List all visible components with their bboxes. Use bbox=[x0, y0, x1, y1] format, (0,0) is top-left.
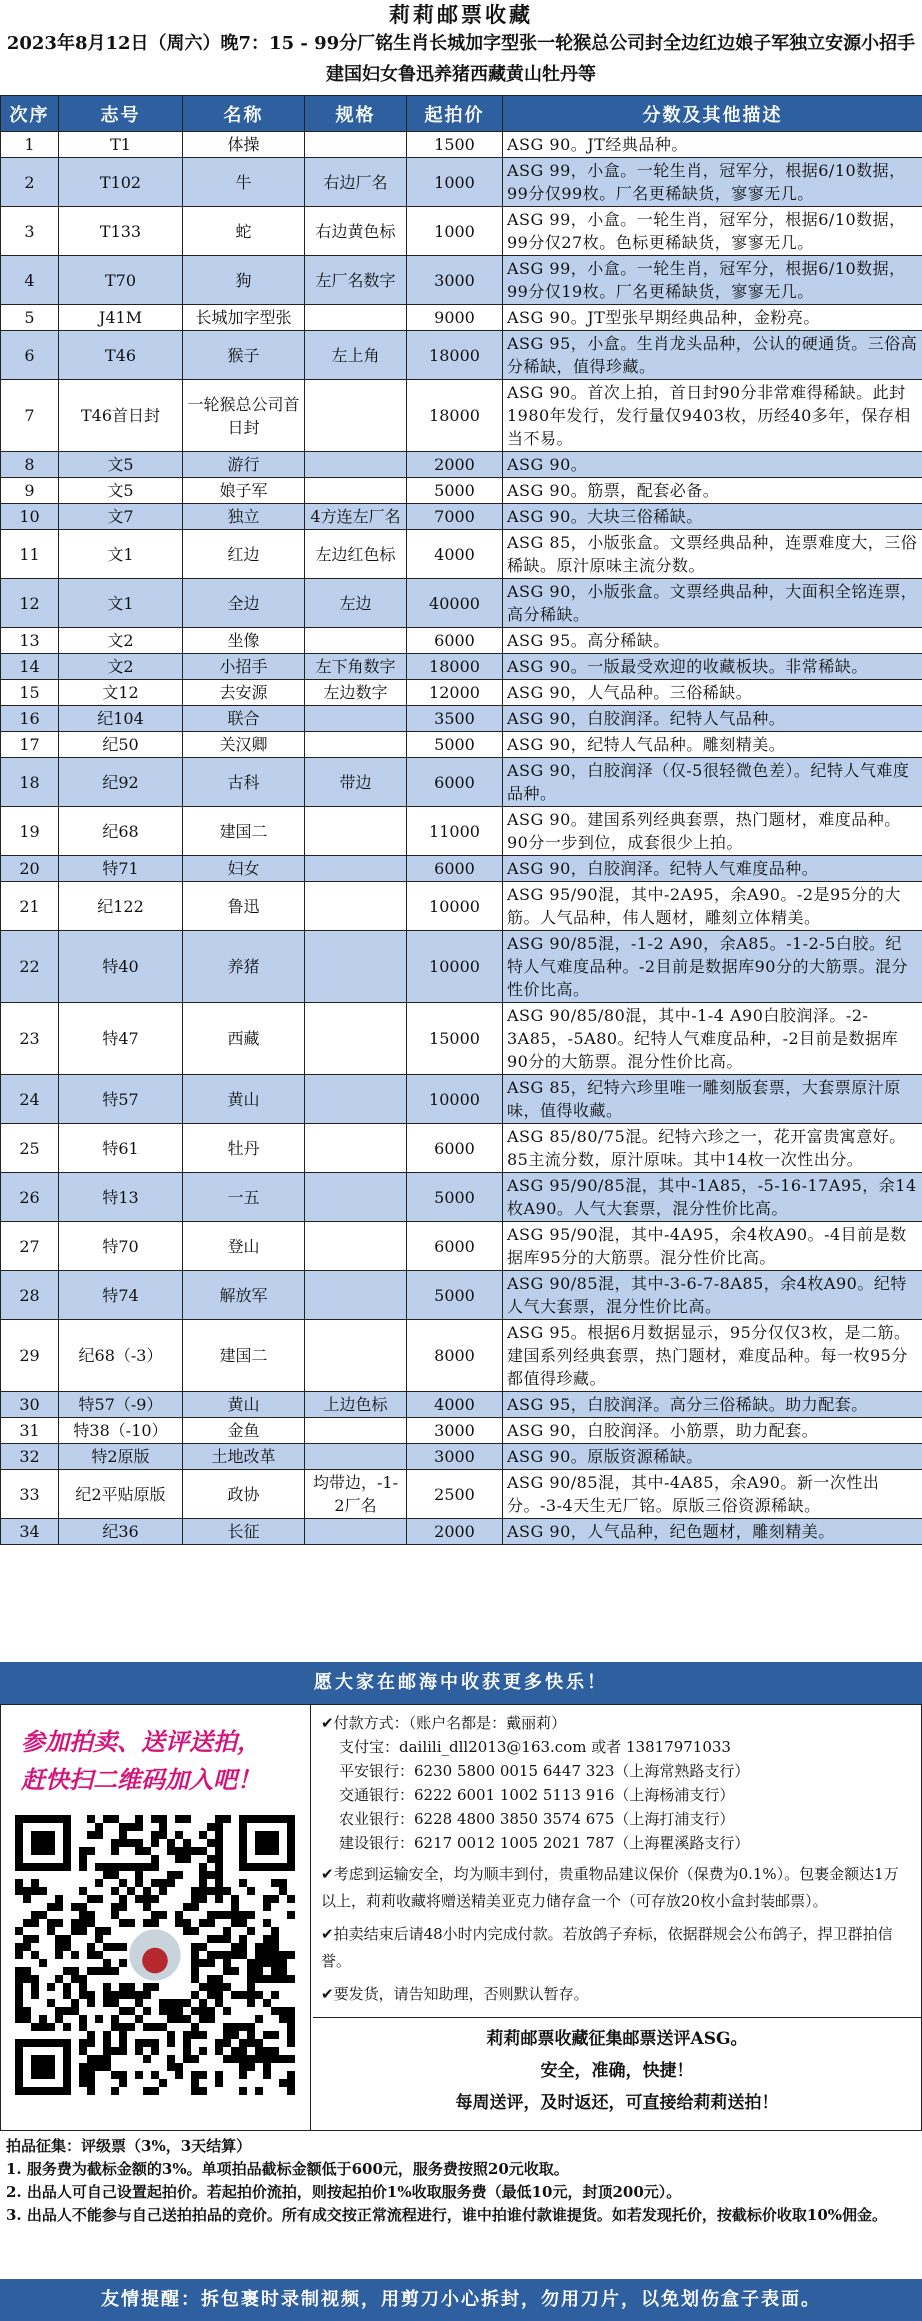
lot-number: 9 bbox=[1, 478, 59, 504]
lot-name: 牡丹 bbox=[183, 1124, 305, 1173]
table-row bbox=[1, 158, 922, 207]
lot-name: 猴子 bbox=[183, 331, 305, 380]
table-row bbox=[1, 654, 922, 680]
lot-name: 长征 bbox=[183, 1519, 305, 1545]
lot-start-price: 6000 bbox=[407, 758, 503, 807]
lot-code: 特57（-9） bbox=[59, 1392, 183, 1418]
lot-number: 32 bbox=[1, 1444, 59, 1470]
lot-code: 纪36 bbox=[59, 1519, 183, 1545]
lot-spec bbox=[305, 1271, 407, 1320]
lot-description: ASG 90，白胶润泽。小筋票，助力配套。 bbox=[503, 1418, 922, 1444]
payment-title: ✔付款方式：（账户名都是：戴丽莉） bbox=[321, 1714, 567, 1732]
payment-info bbox=[313, 1705, 921, 2017]
bank-account: 平安银行：6230 5800 0015 6447 323（上海常熟路支行） bbox=[339, 1762, 750, 1780]
lot-code: 特38（-10） bbox=[59, 1418, 183, 1444]
bank-account: 农业银行：6228 4800 3850 3574 675（上海打浦支行） bbox=[339, 1810, 735, 1828]
lot-name: 古科 bbox=[183, 758, 305, 807]
lot-spec bbox=[305, 1444, 407, 1470]
lot-start-price: 2000 bbox=[407, 452, 503, 478]
table-row bbox=[1, 504, 922, 530]
lot-start-price: 5000 bbox=[407, 1173, 503, 1222]
invite-line-1: 参加拍卖、送评送拍， bbox=[21, 1727, 261, 1756]
lot-name: 鲁迅 bbox=[183, 882, 305, 931]
lot-start-price: 5000 bbox=[407, 1271, 503, 1320]
submission-motto bbox=[313, 2017, 921, 2130]
lot-start-price: 6000 bbox=[407, 1222, 503, 1271]
table-row bbox=[1, 478, 922, 504]
lot-start-price: 8000 bbox=[407, 1320, 503, 1392]
lot-spec bbox=[305, 931, 407, 1003]
lot-description: ASG 90，白胶润泽。纪特人气品种。 bbox=[503, 706, 922, 732]
lot-number: 14 bbox=[1, 654, 59, 680]
lot-start-price: 40000 bbox=[407, 579, 503, 628]
bank-account: 建设银行：6217 0012 1005 2021 787（上海瞿溪路支行） bbox=[339, 1834, 750, 1852]
lot-spec bbox=[305, 452, 407, 478]
table-row bbox=[1, 807, 922, 856]
lot-spec bbox=[305, 807, 407, 856]
lot-spec: 右边厂名 bbox=[305, 158, 407, 207]
table-row bbox=[1, 680, 922, 706]
lot-code: 特61 bbox=[59, 1124, 183, 1173]
lot-start-price: 5000 bbox=[407, 732, 503, 758]
lot-description: ASG 95/90混，其中-2A95，余A90。-2是95分的大筋。人气品种，伟人题材，雕刻立体精美。 bbox=[503, 882, 922, 931]
lot-name: 红边 bbox=[183, 530, 305, 579]
lot-description: ASG 90/85/80混，其中-1-4 A90白胶润泽。-2-3A85，-5A80。纪特人气难度品种，-2目前是数据库90分的大筋票。混分性价比高。 bbox=[503, 1003, 922, 1075]
lot-number: 19 bbox=[1, 807, 59, 856]
lot-name: 金鱼 bbox=[183, 1418, 305, 1444]
invite-line-2: 赶快扫二维码加入吧！ bbox=[21, 1765, 261, 1794]
lot-code: T46首日封 bbox=[59, 380, 183, 452]
lot-number: 1 bbox=[1, 132, 59, 158]
lot-spec: 4方连左厂名 bbox=[305, 504, 407, 530]
lot-description: ASG 90。原版资源稀缺。 bbox=[503, 1444, 922, 1470]
lot-start-price: 11000 bbox=[407, 807, 503, 856]
lot-number: 6 bbox=[1, 331, 59, 380]
lot-start-price: 1500 bbox=[407, 132, 503, 158]
lot-description: ASG 95，小盒。生肖龙头品种，公认的硬通货。三俗高分稀缺，值得珍藏。 bbox=[503, 331, 922, 380]
lot-spec bbox=[305, 628, 407, 654]
lot-spec bbox=[305, 1075, 407, 1124]
lots-table bbox=[0, 95, 922, 1545]
table-row bbox=[1, 1003, 922, 1075]
lot-spec bbox=[305, 478, 407, 504]
lot-description: ASG 90。JT经典品种。 bbox=[503, 132, 922, 158]
info-panel bbox=[0, 1704, 922, 2131]
lot-start-price: 2500 bbox=[407, 1470, 503, 1519]
lot-number: 11 bbox=[1, 530, 59, 579]
lot-description: ASG 90，白胶润泽（仅-5很轻微色差）。纪特人气难度品种。 bbox=[503, 758, 922, 807]
lot-code: 文5 bbox=[59, 452, 183, 478]
col-header-spec: 规格 bbox=[305, 96, 407, 132]
lot-name: 全边 bbox=[183, 579, 305, 628]
table-row bbox=[1, 1222, 922, 1271]
lot-name: 西藏 bbox=[183, 1003, 305, 1075]
table-row bbox=[1, 882, 922, 931]
table-row bbox=[1, 931, 922, 1003]
motto-line-1: 莉莉邮票收藏征集邮票送评ASG。 bbox=[486, 2029, 748, 2049]
lot-start-price: 10000 bbox=[407, 882, 503, 931]
table-row bbox=[1, 1392, 922, 1418]
lot-description: ASG 90，白胶润泽。纪特人气难度品种。 bbox=[503, 856, 922, 882]
lot-code: 文2 bbox=[59, 628, 183, 654]
lot-code: 特57 bbox=[59, 1075, 183, 1124]
lot-spec: 左边红色标 bbox=[305, 530, 407, 579]
lot-code: 文12 bbox=[59, 680, 183, 706]
lot-spec bbox=[305, 305, 407, 331]
lot-number: 29 bbox=[1, 1320, 59, 1392]
table-row bbox=[1, 1444, 922, 1470]
lot-spec: 左厂名数字 bbox=[305, 256, 407, 305]
table-row bbox=[1, 452, 922, 478]
terms-heading: 拍品征集：评级票（3%，3天结算） bbox=[6, 2137, 252, 2155]
qr-column bbox=[1, 1705, 311, 2130]
lot-spec: 右边黄色标 bbox=[305, 207, 407, 256]
lot-number: 8 bbox=[1, 452, 59, 478]
lots-body bbox=[1, 132, 922, 1545]
lot-start-price: 6000 bbox=[407, 628, 503, 654]
lot-start-price: 6000 bbox=[407, 1124, 503, 1173]
lot-number: 24 bbox=[1, 1075, 59, 1124]
lot-spec bbox=[305, 1519, 407, 1545]
lot-description: ASG 90，纪特人气品种。雕刻精美。 bbox=[503, 732, 922, 758]
lot-start-price: 3000 bbox=[407, 1444, 503, 1470]
lot-name: 政协 bbox=[183, 1470, 305, 1519]
footer-reminder: 友情提醒：拆包裹时录制视频，用剪刀小心拆封，勿用刀片，以免划伤盒子表面。 bbox=[0, 2279, 922, 2321]
lot-start-price: 18000 bbox=[407, 380, 503, 452]
lot-name: 建国二 bbox=[183, 1320, 305, 1392]
lot-code: 特74 bbox=[59, 1271, 183, 1320]
table-row bbox=[1, 256, 922, 305]
col-header-no: 次序 bbox=[1, 96, 59, 132]
lot-name: 黄山 bbox=[183, 1075, 305, 1124]
lot-number: 18 bbox=[1, 758, 59, 807]
table-row bbox=[1, 579, 922, 628]
lot-number: 7 bbox=[1, 380, 59, 452]
lot-number: 5 bbox=[1, 305, 59, 331]
lot-number: 16 bbox=[1, 706, 59, 732]
lot-description: ASG 90。一版最受欢迎的收藏板块。非常稀缺。 bbox=[503, 654, 922, 680]
lot-start-price: 3000 bbox=[407, 1418, 503, 1444]
lot-number: 33 bbox=[1, 1470, 59, 1519]
table-row bbox=[1, 706, 922, 732]
table-row bbox=[1, 1173, 922, 1222]
lot-code: J41M bbox=[59, 305, 183, 331]
lot-start-price: 4000 bbox=[407, 1392, 503, 1418]
lot-name: 独立 bbox=[183, 504, 305, 530]
lot-start-price: 10000 bbox=[407, 931, 503, 1003]
lot-name: 牛 bbox=[183, 158, 305, 207]
col-header-code: 志号 bbox=[59, 96, 183, 132]
lot-code: 特70 bbox=[59, 1222, 183, 1271]
lot-description: ASG 99，小盒。一轮生肖，冠军分，根据6/10数据，99分仅99枚。厂名更稀缺货，寥寥无几。 bbox=[503, 158, 922, 207]
lot-code: 特13 bbox=[59, 1173, 183, 1222]
lot-start-price: 9000 bbox=[407, 305, 503, 331]
table-row bbox=[1, 1470, 922, 1519]
lot-number: 31 bbox=[1, 1418, 59, 1444]
terms-item: 1. 服务费为截标金额的3%。单项拍品截标金额低于600元，服务费按照20元收取。 bbox=[6, 2160, 569, 2178]
lot-start-price: 4000 bbox=[407, 530, 503, 579]
lot-spec: 左上角 bbox=[305, 331, 407, 380]
col-header-price: 起拍价 bbox=[407, 96, 503, 132]
lot-spec bbox=[305, 1320, 407, 1392]
alipay-account: 支付宝：dailili_dll2013@163.com 或者 13817971033 bbox=[339, 1738, 731, 1756]
shipping-note: ✔考虑到运输安全，均为顺丰到付，贵重物品建议保价（保费为0.1%）。包裹金额达1万以上，莉莉收藏将赠送精美亚克力储存盒一个（可存放20枚小盒封装邮票）。 bbox=[321, 1865, 899, 1910]
terms-item: 2. 出品人可自己设置起拍价。若起拍价流拍，则按起拍价1%收取服务费（最低10元，封顶200元）。 bbox=[6, 2183, 682, 2201]
lot-name: 登山 bbox=[183, 1222, 305, 1271]
lot-name: 小招手 bbox=[183, 654, 305, 680]
table-row bbox=[1, 1418, 922, 1444]
terms-item: 3. 出品人不能参与自己送拍拍品的竞价。所有成交按正常流程进行，谁中拍谁付款谁提货。如若发现托价，按截标价收取10%佣金。 bbox=[6, 2206, 888, 2224]
lot-spec bbox=[305, 706, 407, 732]
lot-description: ASG 95。高分稀缺。 bbox=[503, 628, 922, 654]
lot-code: T133 bbox=[59, 207, 183, 256]
lot-name: 长城加字型张 bbox=[183, 305, 305, 331]
lot-code: 纪50 bbox=[59, 732, 183, 758]
lot-description: ASG 85/80/75混。纪特六珍之一，花开富贵寓意好。85主流分数，原汁原味。其中14枚一次性出分。 bbox=[503, 1124, 922, 1173]
lot-start-price: 18000 bbox=[407, 331, 503, 380]
lot-description: ASG 90。 bbox=[503, 452, 922, 478]
lot-number: 25 bbox=[1, 1124, 59, 1173]
lot-spec: 上边色标 bbox=[305, 1392, 407, 1418]
lot-spec bbox=[305, 1003, 407, 1075]
lot-description: ASG 99，小盒。一轮生肖，冠军分，根据6/10数据，99分仅19枚。厂名更稀缺货，寥寥无几。 bbox=[503, 256, 922, 305]
qr-code-graphic bbox=[15, 1815, 295, 2095]
lot-name: 游行 bbox=[183, 452, 305, 478]
lot-start-price: 3000 bbox=[407, 256, 503, 305]
lot-description: ASG 90。建国系列经典套票，热门题材，难度品种。90分一步到位，成套很少上拍。 bbox=[503, 807, 922, 856]
lot-spec bbox=[305, 1173, 407, 1222]
lot-spec bbox=[305, 732, 407, 758]
lot-description: ASG 90/85混，其中-3-6-7-8A85，余4枚A90。纪特人气大套票，混分性价比高。 bbox=[503, 1271, 922, 1320]
col-header-name: 名称 bbox=[183, 96, 305, 132]
bank-account: 交通银行：6222 6001 1002 5113 916（上海杨浦支行） bbox=[339, 1786, 735, 1804]
lot-description: ASG 90，人气品种，纪色题材，雕刻精美。 bbox=[503, 1519, 922, 1545]
lot-start-price: 15000 bbox=[407, 1003, 503, 1075]
lot-description: ASG 99，小盒。一轮生肖，冠军分，根据6/10数据，99分仅27枚。色标更稀缺货，寥寥无几。 bbox=[503, 207, 922, 256]
lot-spec: 均带边，-1-2厂名 bbox=[305, 1470, 407, 1519]
lot-number: 4 bbox=[1, 256, 59, 305]
lot-spec: 左边数字 bbox=[305, 680, 407, 706]
lot-name: 土地改革 bbox=[183, 1444, 305, 1470]
lot-description: ASG 90。首次上拍，首日封90分非常难得稀缺。此封1980年发行，发行量仅9403枚，历经40多年，保存相当不易。 bbox=[503, 380, 922, 452]
lot-start-price: 18000 bbox=[407, 654, 503, 680]
lot-code: T1 bbox=[59, 132, 183, 158]
lot-name: 解放军 bbox=[183, 1271, 305, 1320]
lot-code: 特2原版 bbox=[59, 1444, 183, 1470]
lot-description: ASG 85，纪特六珍里唯一雕刻版套票，大套票原汁原味，值得收藏。 bbox=[503, 1075, 922, 1124]
lot-start-price: 1000 bbox=[407, 207, 503, 256]
lot-spec bbox=[305, 1124, 407, 1173]
lot-name: 体操 bbox=[183, 132, 305, 158]
lot-start-price: 12000 bbox=[407, 680, 503, 706]
lot-name: 蛇 bbox=[183, 207, 305, 256]
table-row bbox=[1, 856, 922, 882]
lot-number: 17 bbox=[1, 732, 59, 758]
lot-description: ASG 85，小版张盒。文票经典品种，连票难度大，三俗稀缺。原汁原味主流分数。 bbox=[503, 530, 922, 579]
lot-number: 20 bbox=[1, 856, 59, 882]
col-header-desc: 分数及其他描述 bbox=[503, 96, 922, 132]
lot-description: ASG 95，白胶润泽。高分三俗稀缺。助力配套。 bbox=[503, 1392, 922, 1418]
lot-name: 一五 bbox=[183, 1173, 305, 1222]
lot-code: 文1 bbox=[59, 530, 183, 579]
table-row bbox=[1, 331, 922, 380]
lot-number: 23 bbox=[1, 1003, 59, 1075]
lot-spec bbox=[305, 882, 407, 931]
auction-subtitle: 2023年8月12日（周六）晚7：15 - 99分厂铭生肖长城加字型张一轮猴总公司封全边红边娘子军独立安源小招手建国妇女鲁迅养猪西藏黄山牡丹等 bbox=[6, 33, 916, 85]
lot-code: 纪2平贴原版 bbox=[59, 1470, 183, 1519]
table-row bbox=[1, 132, 922, 158]
table-row bbox=[1, 758, 922, 807]
lot-description: ASG 90/85混，其中-4A85，余A90。新一次性出分。-3-4天生无厂铭。原版三俗资源稀缺。 bbox=[503, 1470, 922, 1519]
lot-description: ASG 90。筋票，配套必备。 bbox=[503, 478, 922, 504]
lot-description: ASG 90。大块三俗稀缺。 bbox=[503, 504, 922, 530]
table-row bbox=[1, 1271, 922, 1320]
table-header-row bbox=[1, 96, 922, 132]
lots-table-wrap bbox=[0, 95, 922, 1545]
lot-name: 坐像 bbox=[183, 628, 305, 654]
lot-start-price: 7000 bbox=[407, 504, 503, 530]
motto-line-3: 每周送评，及时返还，可直接给莉莉送拍！ bbox=[455, 2093, 779, 2113]
lot-start-price: 3500 bbox=[407, 706, 503, 732]
page-title: 莉莉邮票收藏 bbox=[389, 2, 533, 27]
lot-description: ASG 90/85混，-1-2 A90，余A85。-1-2-5白胶。纪特人气难度品种。-2目前是数据库90分的大筋票。混分性价比高。 bbox=[503, 931, 922, 1003]
lot-code: T46 bbox=[59, 331, 183, 380]
lot-name: 联合 bbox=[183, 706, 305, 732]
table-row bbox=[1, 628, 922, 654]
lot-start-price: 10000 bbox=[407, 1075, 503, 1124]
lot-spec: 带边 bbox=[305, 758, 407, 807]
lot-code: 文5 bbox=[59, 478, 183, 504]
table-row bbox=[1, 305, 922, 331]
lot-code: T102 bbox=[59, 158, 183, 207]
lot-description: ASG 90。JT型张早期经典品种，金粉亮。 bbox=[503, 305, 922, 331]
lot-start-price: 1000 bbox=[407, 158, 503, 207]
lot-name: 妇女 bbox=[183, 856, 305, 882]
lot-number: 15 bbox=[1, 680, 59, 706]
lot-number: 30 bbox=[1, 1392, 59, 1418]
lot-spec bbox=[305, 856, 407, 882]
lot-code: 文1 bbox=[59, 579, 183, 628]
table-row bbox=[1, 1320, 922, 1392]
lot-spec: 左下角数字 bbox=[305, 654, 407, 680]
lot-code: 纪92 bbox=[59, 758, 183, 807]
table-row bbox=[1, 380, 922, 452]
lot-number: 12 bbox=[1, 579, 59, 628]
table-row bbox=[1, 732, 922, 758]
lot-description: ASG 90，人气品种。三俗稀缺。 bbox=[503, 680, 922, 706]
lot-number: 22 bbox=[1, 931, 59, 1003]
table-row bbox=[1, 1519, 922, 1545]
lot-description: ASG 95/90/85混，其中-1A85，-5-16-17A95，余14枚A90。人气大套票，混分性价比高。 bbox=[503, 1173, 922, 1222]
lot-start-price: 2000 bbox=[407, 1519, 503, 1545]
lot-name: 关汉卿 bbox=[183, 732, 305, 758]
lot-code: 特71 bbox=[59, 856, 183, 882]
lot-number: 21 bbox=[1, 882, 59, 931]
lot-description: ASG 90，小版张盒。文票经典品种，大面积全铭连票，高分稀缺。 bbox=[503, 579, 922, 628]
lot-name: 建国二 bbox=[183, 807, 305, 856]
lot-name: 娘子军 bbox=[183, 478, 305, 504]
lot-name: 去安源 bbox=[183, 680, 305, 706]
table-row bbox=[1, 1124, 922, 1173]
lot-spec bbox=[305, 1418, 407, 1444]
lot-description: ASG 95。根据6月数据显示，95分仅仅3枚，是二筋。建国系列经典套票，热门题材，难度品种。每一枚95分都值得珍藏。 bbox=[503, 1320, 922, 1392]
lot-spec bbox=[305, 132, 407, 158]
table-row bbox=[1, 207, 922, 256]
table-row bbox=[1, 530, 922, 579]
lot-code: 文7 bbox=[59, 504, 183, 530]
lot-start-price: 5000 bbox=[407, 478, 503, 504]
invite-text bbox=[21, 1723, 301, 1799]
lot-code: 文2 bbox=[59, 654, 183, 680]
lot-name: 养猪 bbox=[183, 931, 305, 1003]
payment-deadline-note: ✔拍卖结束后请48小时内完成付款。若放鸽子弃标，依据群规会公布鸽子，捍卫群拍信誉。 bbox=[321, 1925, 893, 1970]
lot-spec bbox=[305, 1222, 407, 1271]
lot-number: 13 bbox=[1, 628, 59, 654]
lot-code: T70 bbox=[59, 256, 183, 305]
consignment-terms bbox=[0, 2131, 922, 2279]
lot-spec bbox=[305, 380, 407, 452]
lot-number: 26 bbox=[1, 1173, 59, 1222]
delivery-note: ✔要发货，请告知助理，否则默认暂存。 bbox=[321, 1985, 589, 2003]
lot-number: 3 bbox=[1, 207, 59, 256]
page-header bbox=[0, 0, 922, 95]
lot-name: 一轮猴总公司首日封 bbox=[183, 380, 305, 452]
lot-number: 34 bbox=[1, 1519, 59, 1545]
lot-name: 狗 bbox=[183, 256, 305, 305]
lot-number: 28 bbox=[1, 1271, 59, 1320]
lot-code: 特47 bbox=[59, 1003, 183, 1075]
lot-code: 特40 bbox=[59, 931, 183, 1003]
qr-code-icon[interactable] bbox=[15, 1815, 295, 2095]
lot-code: 纪68（-3） bbox=[59, 1320, 183, 1392]
lot-code: 纪122 bbox=[59, 882, 183, 931]
lot-code: 纪68 bbox=[59, 807, 183, 856]
lot-start-price: 6000 bbox=[407, 856, 503, 882]
lot-description: ASG 95/90混，其中-4A95，余4枚A90。-4目前是数据库95分的大筋票。混分性价比高。 bbox=[503, 1222, 922, 1271]
motto-line-2: 安全，准确，快捷！ bbox=[540, 2061, 694, 2081]
lot-number: 10 bbox=[1, 504, 59, 530]
lot-spec: 左边 bbox=[305, 579, 407, 628]
lot-number: 2 bbox=[1, 158, 59, 207]
lot-code: 纪104 bbox=[59, 706, 183, 732]
lot-name: 黄山 bbox=[183, 1392, 305, 1418]
greeting-banner: 愿大家在邮海中收获更多快乐！ bbox=[0, 1662, 922, 1704]
table-row bbox=[1, 1075, 922, 1124]
lot-number: 27 bbox=[1, 1222, 59, 1271]
